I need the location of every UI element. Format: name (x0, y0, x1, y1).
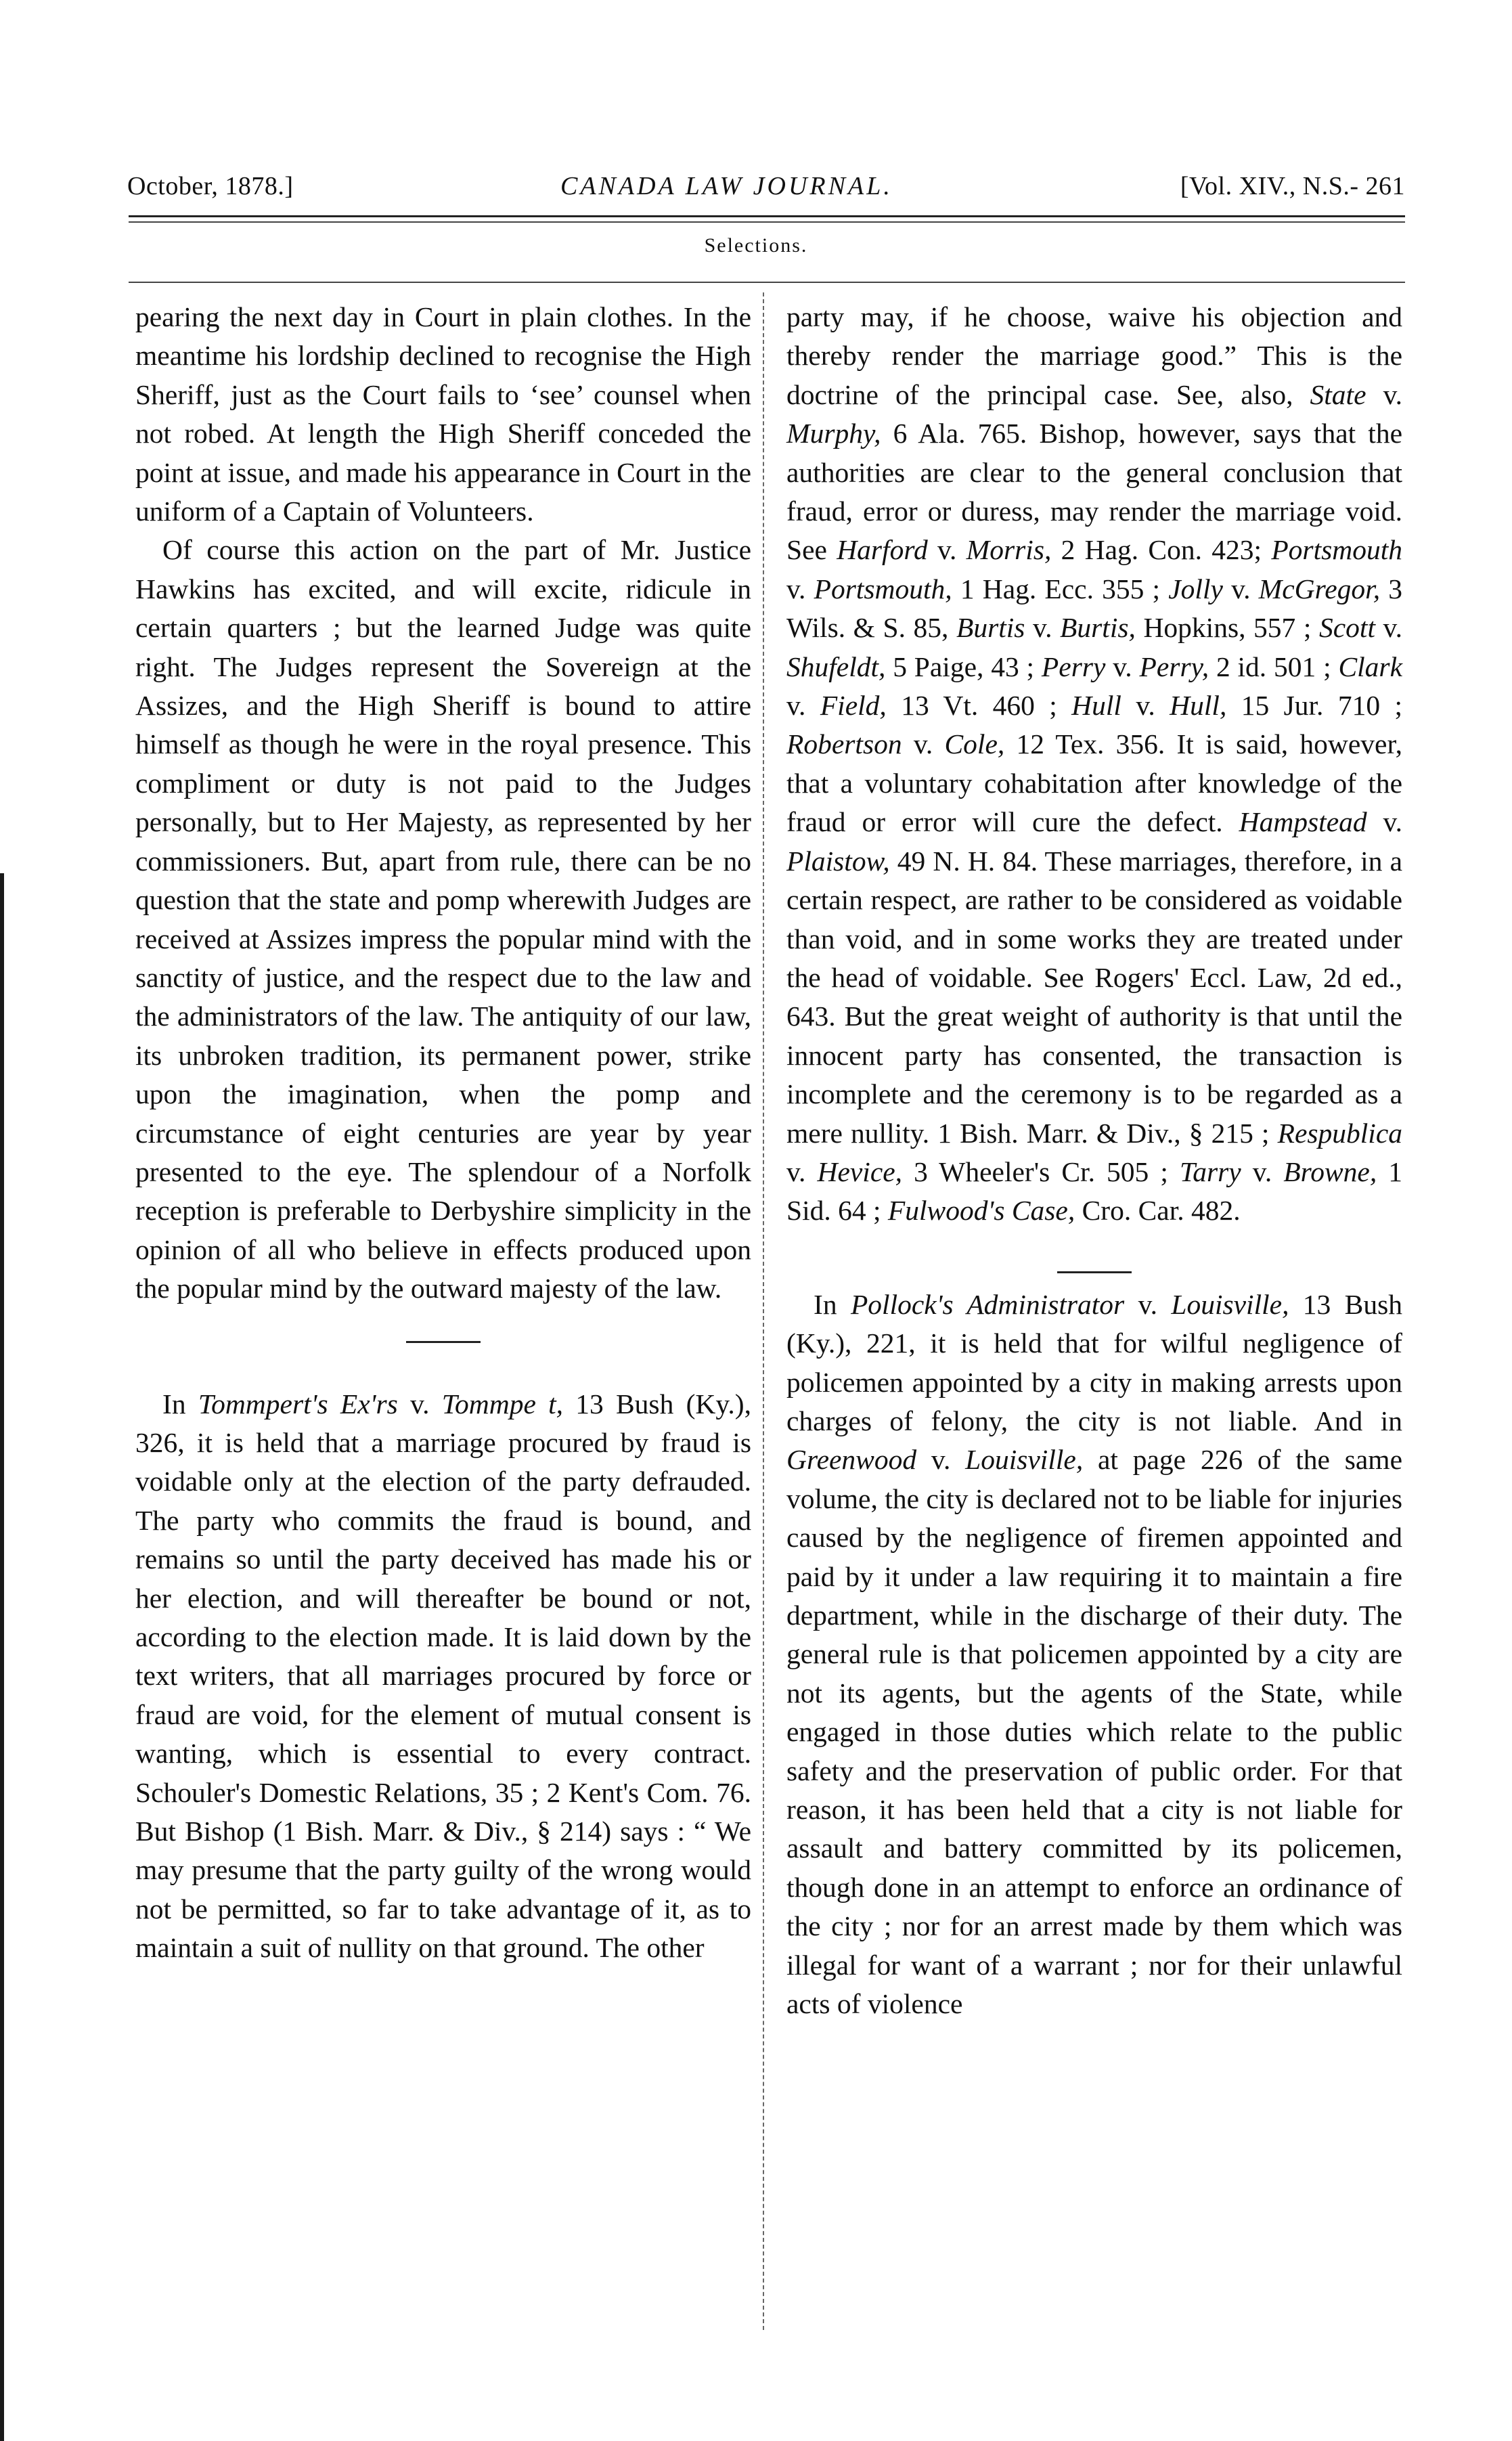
case-name: Harford (837, 534, 928, 566)
case-name: Hull (1071, 690, 1121, 722)
column-divider (763, 292, 764, 2330)
case-name: Clark (1338, 651, 1402, 682)
right-paragraph-1: party may, if he choose, waive his objection and thereby render the marriage good.” This is the doctrine of the principal case. See, also, State v. Murphy, 6 Ala. 765. Bishop, however, says that the authorities are clear to the general conclusion that fraud, error or duress, may render the marriage void. See Harford v. Morris, 2 Hag. Con. 423; Portsmouth v. Portsmouth, 1 Hag. Ecc. 355 ; Jolly v. McGregor, 3 Wils. & S. 85, Burtis v. Burtis, Hopkins, 557 ; Scott v. Shufeldt, 5 Paige, 43 ; Perry v. Perry, 2 id. 501 ; Clark v. Field, 13 Vt. 460 ; Hull v. Hull, 15 Jur. 710 ; Robertson v. Cole, 12 Tex. 356. It is said, however, that a voluntary cohabitation after knowledge of the fraud or error will cure the defect. Hampstead v. Plaistow, 49 N. H. 84. These marriages, therefore, in a certain respect, are rather to be considered as voidable than void, and in some works they are treated under the head of voidable. See Rogers' Eccl. Law, 2d ed., 643. But the great weight of authority is that until the innocent party has consented, the transaction is incomplete and the ceremony is to be regarded as a mere nullity. 1 Bish. Marr. & Div., § 215 ; Respublica v. Hevice, 3 Wheeler's Cr. 505 ; Tarry v. Browne, 1 Sid. 64 ; Fulwood's Case, Cro. Car. 482. (786, 301, 1403, 1227)
right-column (786, 298, 1402, 2023)
article-separator (406, 1341, 481, 1343)
case-name: Hull, (1170, 690, 1227, 722)
case-name: Portsmouth (1271, 534, 1402, 566)
case-name: Morris, (966, 534, 1052, 566)
header-volume-page (1180, 162, 1405, 210)
case-name: Tarry (1179, 1156, 1241, 1187)
case-name: Portsmouth, (814, 573, 952, 604)
case-name: Robertson (786, 728, 902, 760)
header-volume: [Vol. XIV., N.S.- (1180, 172, 1359, 200)
case-name: Tommpert's Ex'rs (198, 1388, 398, 1420)
case-name: Murphy, (786, 418, 881, 449)
left-paragraph-3: In Tommpert's Ex'rs v. Tommpe t, 13 Bush (Ky.), 326, it is held that a marriage procured by fraud is voidable only at the election of the party defrauded. The party who commits the fraud is bound, and remains so until the party deceived has made his or her election, and will thereafter be bound or not, according to the election made. It is laid down by the text writers, that all marriages procured by force or fraud are void, for the element of mutual consent is wanting, which is essential to every contract. Schouler's Domestic Relations, 35 ; 2 Kent's Com. 76. But Bishop (1 Bish. Marr. & Div., § 214) says : “ We may presume that the party guilty of the wrong would not be permitted, so far to take advantage of it, as to maintain a suit of nullity on that ground. The other (135, 1388, 751, 1964)
case-name: Hampstead (1239, 806, 1367, 838)
case-name: Pollock's Administrator (850, 1288, 1125, 1320)
case-name: Field, (820, 690, 887, 722)
running-header (127, 162, 1405, 210)
header-rule-top (129, 215, 1405, 217)
case-name: Hevice, (817, 1156, 903, 1187)
case-name: Jolly (1168, 573, 1223, 604)
case-name: Burtis (956, 612, 1025, 644)
case-name: Shufeldt, (786, 651, 886, 682)
header-rule-bottom (129, 221, 1405, 223)
right-paragraph-2: In Pollock's Administrator v. Louisville, 13 Bush (Ky.), 221, it is held that for wilful negligence of policemen appointed by a city in making arrests upon charges of felony, the city is not liable. And in Greenwood v. Louisville, at page 226 of the same volume, the city is declared not to be liable for injuries caused by the negligence of firemen appointed and paid by it under a law requiring it to maintain a fire department, while in the discharge of their duty. The general rule is that policemen appointed by a city are not its agents, but the agents of the State, while engaged in those duties which relate to the public safety and the preservation of public order. For that reason, it has been held that a city is not liable for assault and battery committed by its policemen, though done in an attempt to enforce an ordinance of the city ; nor for an arrest made by them which was illegal for want of a warrant ; nor for their unlawful acts of violence (786, 1288, 1403, 2020)
left-paragraph-2: Of course this action on the part of Mr. Justice Hawkins has excited, and will excite, ridicule in certain quarters ; but the learned Judge was quite right. The Judges represent the Sovereign at the Assizes, and the High Sheriff is bound to attire himself as though he were in the royal presence. This compliment or duty is not paid to the Judges personally, but to Her Majesty, as represented by her commissioners. But, apart from rule, there can be no question that the state and pomp wherewith Judges are received at Assizes impress the popular mind with the sanctity of justice, and the respect due to the law and the administrators of the law. The antiquity of our law, its unbroken tradition, its permanent power, strike upon the imagination, when the pomp and circumstance of eight centuries are year by year presented to the eye. The splendour of a Norfolk reception is preferable to Derbyshire simplicity in the opinion of all who believe in effects produced upon the popular mind by the outward majesty of the law. (135, 534, 751, 1304)
case-name: Perry, (1139, 651, 1209, 682)
header-date: October, 1878.] (127, 172, 294, 200)
article-separator (1057, 1271, 1132, 1273)
case-name: Respublica (1277, 1117, 1402, 1149)
case-name: McGregor, (1258, 573, 1381, 604)
case-name: State (1310, 378, 1366, 410)
header-page-number: 261 (1365, 172, 1405, 200)
section-rule (129, 282, 1405, 283)
case-name: Tommpe t, (441, 1388, 564, 1420)
case-name: Browne, (1283, 1156, 1377, 1187)
page-binding-edge (0, 873, 4, 2441)
left-paragraph-1: pearing the next day in Court in plain clothes. In the meantime his lordship declined to recognise the High Sheriff, just as the Court fails to ‘see’ counsel when not robed. At length the High Sheriff conceded the point at issue, and made his appearance in Court in the uniform of a Captain of Volunteers. (135, 301, 751, 527)
case-name: Scott (1319, 612, 1375, 644)
case-name: Louisville, (1171, 1288, 1289, 1320)
section-title: Selections. (704, 234, 808, 257)
header-journal-title: CANADA LAW JOURNAL. (560, 172, 893, 200)
case-name: Louisville, (965, 1444, 1084, 1476)
case-name: Cole, (944, 728, 1005, 760)
case-name: Perry (1041, 651, 1106, 682)
case-name: Plaistow, (786, 845, 890, 877)
case-name: Burtis, (1060, 612, 1136, 644)
left-column (135, 298, 751, 1968)
case-name: Greenwood (786, 1444, 917, 1476)
case-name: Fulwood's Case, (887, 1195, 1075, 1227)
